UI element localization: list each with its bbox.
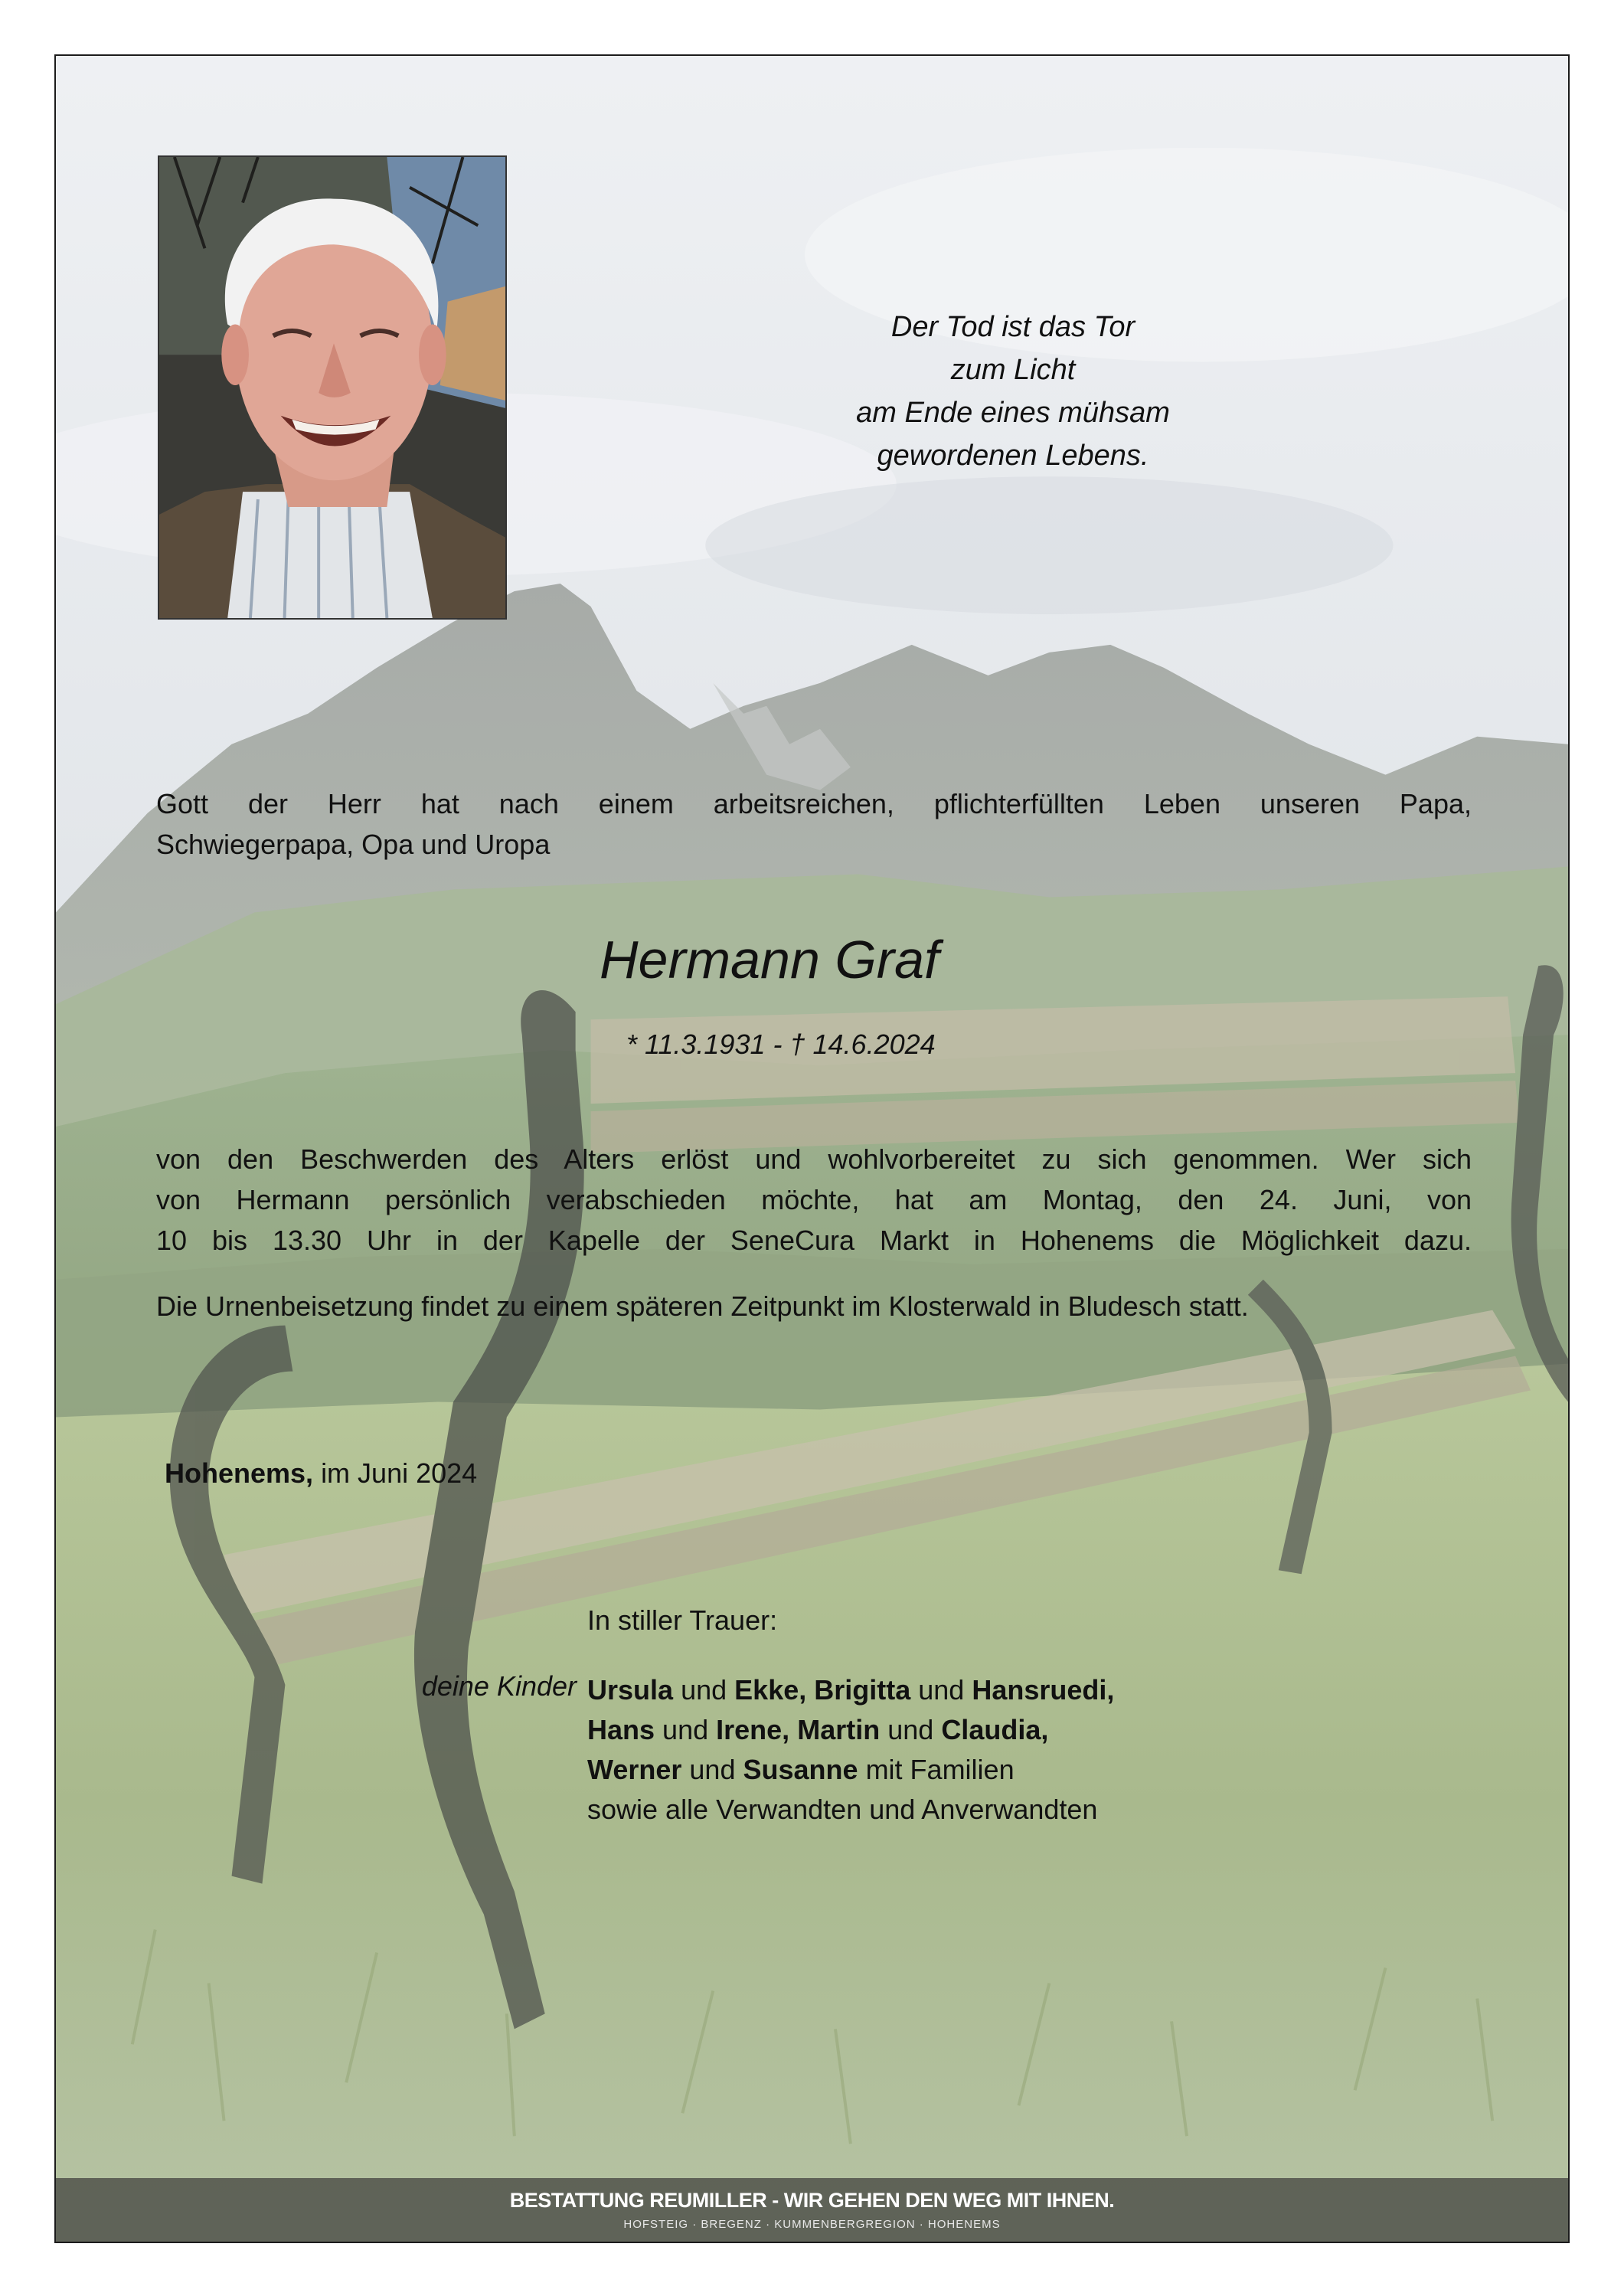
connector: mit Familien [865, 1754, 1015, 1785]
mourner-name: Ekke, [734, 1674, 807, 1706]
place-and-date [165, 1457, 477, 1490]
connector: und [681, 1674, 727, 1706]
date: im Juni 2024 [321, 1457, 478, 1489]
mourner-name: Ursula [587, 1674, 674, 1706]
footer-banner [56, 2178, 1568, 2242]
intro-line: Gott der Herr hat nach einem arbeitsreichen, pflichterfüllten Leben unseren Papa, [156, 788, 1472, 819]
obituary-page [54, 54, 1570, 2243]
announcement-line: von den Beschwerden des Alters erlöst und wohlvorbereitet zu sich genommen. Wer sich [156, 1143, 1472, 1175]
intro-paragraph [156, 783, 1472, 865]
portrait-photo [158, 155, 507, 620]
connector: und [887, 1714, 934, 1745]
connector: und [662, 1714, 709, 1745]
mourners-line [587, 1710, 1114, 1750]
mourner-name: Hans [587, 1714, 655, 1745]
footer-subtitle: HOFSTEIG · BREGENZ · KUMMENBERGREGION · HOHENEMS [623, 2218, 1001, 2231]
mourning-heading: In stiller Trauer: [587, 1604, 778, 1636]
quote-line: zum Licht [950, 354, 1076, 386]
quote-block [730, 306, 1296, 477]
children-label: deine Kinder [421, 1670, 577, 1702]
mourners-line: sowie alle Verwandten und Anverwandten [587, 1794, 1098, 1825]
mourner-name: Susanne [743, 1754, 858, 1785]
mourners-line [587, 1670, 1114, 1710]
mourners-list [587, 1670, 1114, 1830]
connector: und [918, 1674, 965, 1706]
footer-title: BESTATTUNG REUMILLER - WIR GEHEN DEN WEG MIT IHNEN. [509, 2189, 1115, 2212]
mourner-name: Claudia, [941, 1714, 1049, 1745]
mourner-name: Hansruedi, [972, 1674, 1115, 1706]
connector: und [689, 1754, 736, 1785]
mourner-name: Werner [587, 1754, 682, 1785]
announcement-line: 10 bis 13.30 Uhr in der Kapelle der SeneCura Markt in Hohenems die Möglichkeit dazu. [156, 1225, 1472, 1256]
urn-notice: Die Urnenbeisetzung findet zu einem späteren Zeitpunkt im Klosterwald in Bludesch statt. [156, 1290, 1249, 1322]
mourner-name: Martin [797, 1714, 881, 1745]
announcement-line: von Hermann persönlich verabschieden möchte, hat am Montag, den 24. Juni, von [156, 1184, 1472, 1215]
mourner-name: Irene, [716, 1714, 790, 1745]
intro-line: Schwiegerpapa, Opa und Uropa [156, 829, 551, 860]
quote-line: am Ende eines mühsam [856, 397, 1170, 429]
quote-line: gewordenen Lebens. [877, 440, 1149, 472]
place: Hohenems, [165, 1457, 314, 1489]
deceased-name: Hermann Graf [600, 930, 939, 989]
announcement-paragraph [156, 1139, 1472, 1261]
quote-line: Der Tod ist das Tor [890, 311, 1135, 343]
mourners-line [587, 1750, 1114, 1790]
mourner-name: Brigitta [814, 1674, 911, 1706]
life-dates: * 11.3.1931 - † 14.6.2024 [626, 1029, 936, 1060]
